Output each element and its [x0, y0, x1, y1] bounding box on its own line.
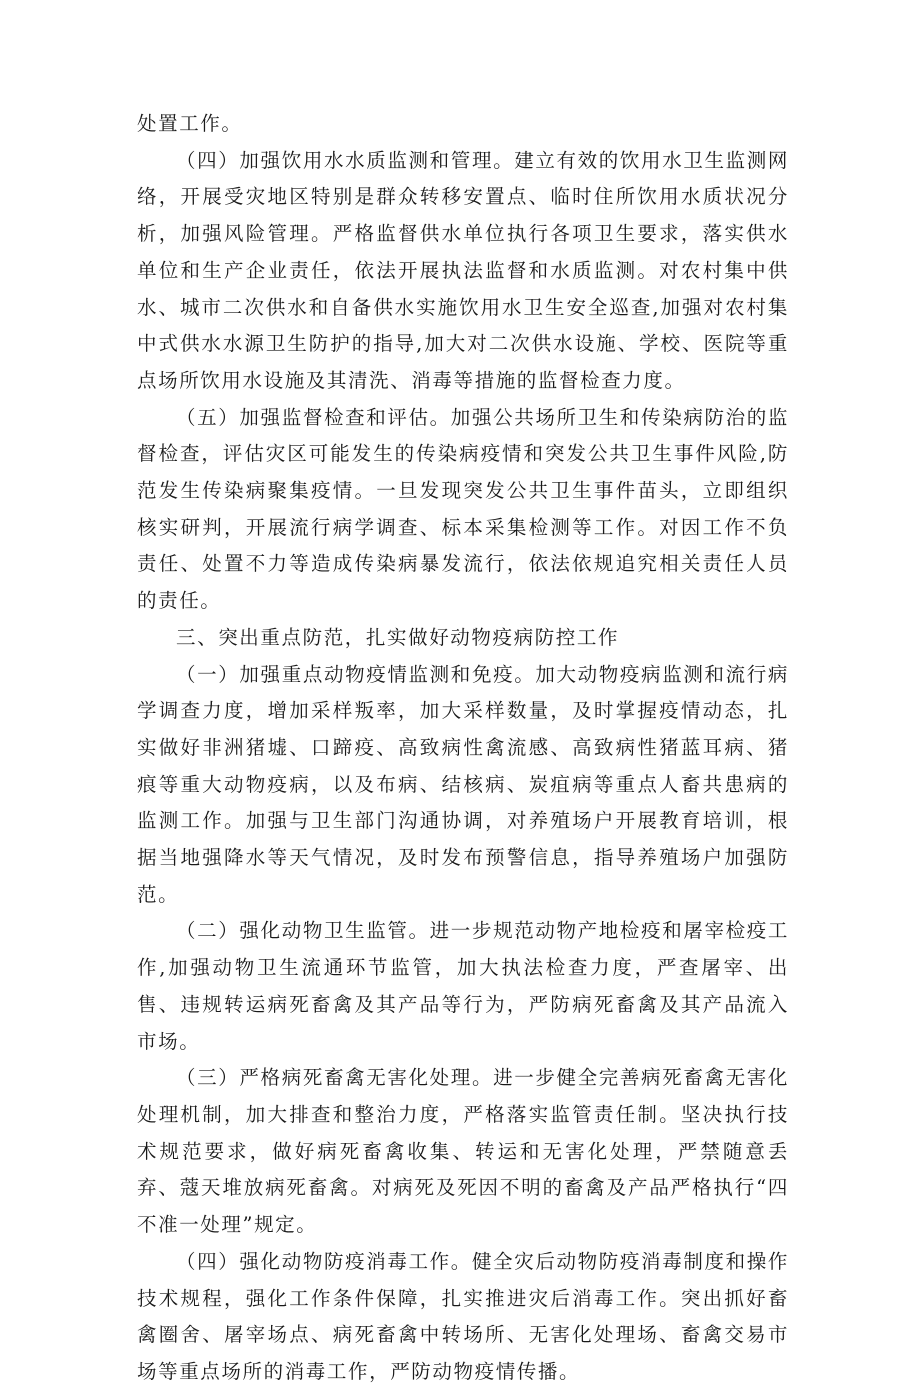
paragraph-harmless-treatment: （三）严格病死畜禽无害化处理。进一步健全完善病死畜禽无害化处理机制，加大排查和整治力度，严格落实监管责任制。坚决执行技术规范要求，做好病死畜禽收集、转运和无害化处理，严禁随意丢弃、蔻天堆放病死畜禽。对病死及死因不明的畜禽及产品严格执行“四不准一处理”规定。: [137, 1066, 789, 1237]
paragraph-disinfection: （四）强化动物防疫消毒工作。健全灾后动物防疫消毒制度和操作技术规程，强化工作条件保障，扎实推进灾后消毒工作。突出抓好畜禽圈舍、屠宰场点、病死畜禽中转场所、无害化处理场、畜禽交易市场等重点场所的消毒工作，严防动物疫情传播。: [137, 1249, 789, 1383]
document-body: [137, 106, 789, 1391]
paragraph-continuation: 处置工作。: [137, 112, 243, 135]
paragraph-monitoring-immunization: （一）加强重点动物疫情监测和免疫。加大动物疫病监测和流行病学调查力度，增加采样叛率，加大采样数量，及时掌握疫情动态，扎实做好非洲猪墟、口蹄疫、高致病性禽流感、高致病性猪蓝耳病、猪痕等重大动物疫病，以及布病、结核病、炭疽病等重点人畜共患病的监测工作。加强与卫生部门沟通协调，对养殖场户开展教育培训，根据当地强降水等天气情况，及时发布预警信息，指导养殖场户加强防范。: [137, 662, 789, 906]
paragraph-supervision: （五）加强监督检查和评估。加强公共场所卫生和传染病防治的监督检查，评估灾区可能发生的传染病疫情和突发公共卫生事件风险,防范发生传染病聚集疫情。一旦发现突发公共卫生事件苗头，立即组织核实研判，开展流行病学调查、标本采集检测等工作。对因工作不负责任、处置不力等造成传染病暴发流行，依法依规追究相关责任人员的责任。: [137, 405, 789, 613]
paragraph-water-quality: （四）加强饮用水水质监测和管理。建立有效的饮用水卫生监测网络，开展受灾地区特别是群众转移安置点、临时住所饮用水质状况分析，加强风险管理。严格监督供水单位执行各项卫生要求，落实供水单位和生产企业责任，依法开展执法监督和水质监测。对农村集中供水、城市二次供水和自备供水实施饮用水卫生安全巡查,加强对农村集中式供水水源卫生防护的指导,加大对二次供水设施、学校、医院等重点场所饮用水设施及其清洗、消毒等措施的监督检查力度。: [137, 148, 789, 392]
paragraph-animal-health: （二）强化动物卫生监管。进一步规范动物产地检疫和屠宰检疫工作,加强动物卫生流通环节监管，加大执法检查力度，严查屠宰、出售、违规转运病死畜禽及其产品等行为，严防病死畜禽及其产品流入市场。: [137, 919, 789, 1053]
section-heading-animal-disease: 三、突出重点防范，扎实做好动物疫病防控工作: [176, 625, 620, 649]
